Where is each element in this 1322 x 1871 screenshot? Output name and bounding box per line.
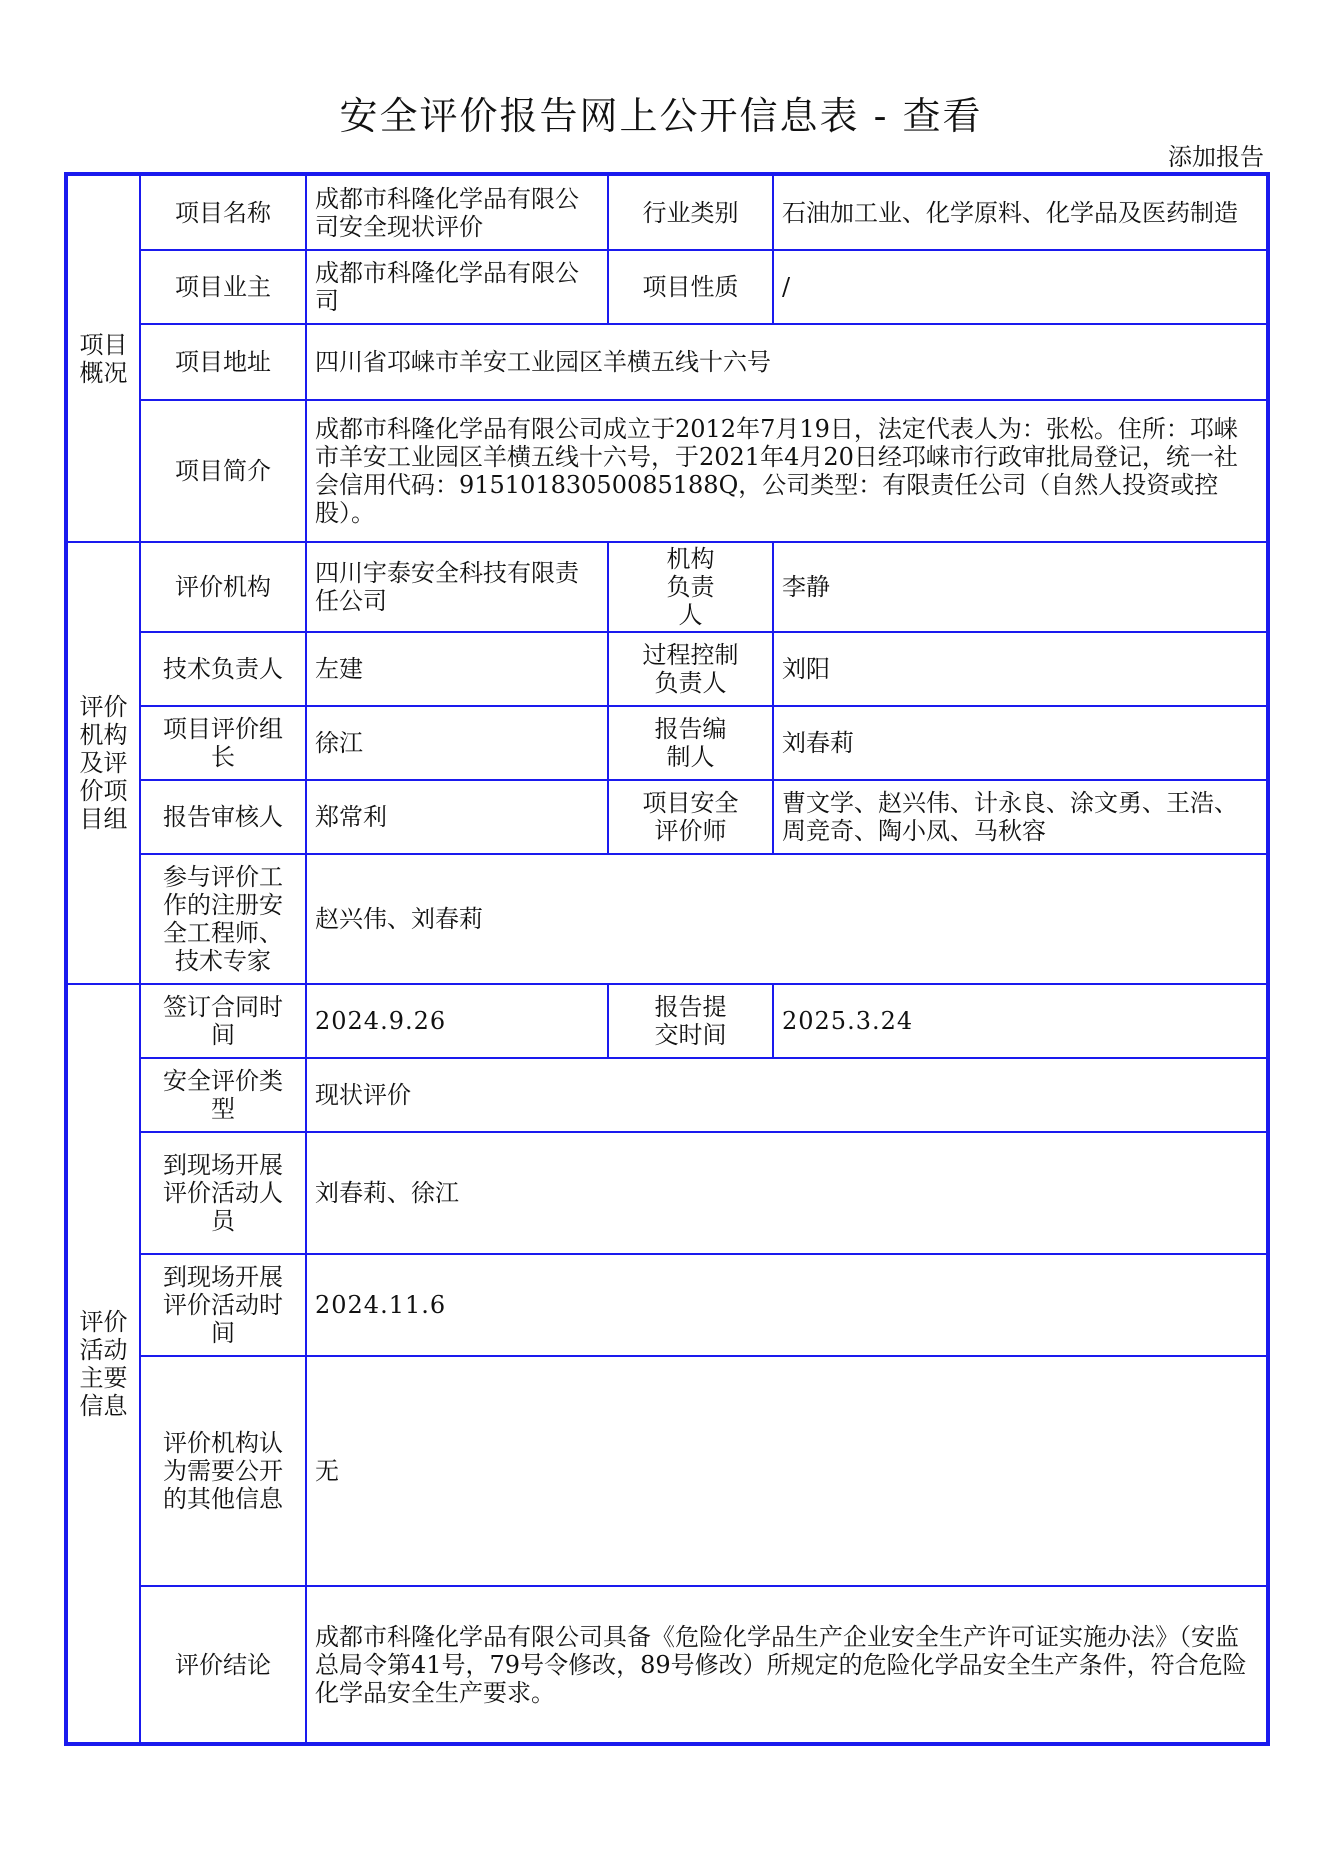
table-row [66, 706, 1268, 780]
report-author-label: 报告编制人 [608, 706, 773, 780]
table-row [66, 324, 1268, 400]
intro-value: 成都市科隆化学品有限公司成立于2012年7月19日，法定代表人为：张松。住所：邛崃市羊安工业园区羊横五线十六号，于2021年4月20日经邛崃市行政审批局登记，统一社会信用代码：91510183050085188Q，公司类型：有限责任公司（自然人投资或控股）。 [306, 400, 1268, 542]
table-row [66, 542, 1268, 632]
table-row [66, 1058, 1268, 1132]
owner-value: 成都市科隆化学品有限公司 [306, 250, 608, 324]
page-title: 安全评价报告网上公开信息表 - 查看 [339, 94, 983, 138]
evaluators-value: 曹文学、赵兴伟、计永良、涂文勇、王浩、周竞奇、陶小凤、马秋容 [773, 780, 1268, 854]
tech-head-label: 技术负责人 [140, 632, 306, 706]
info-table [64, 172, 1270, 1746]
industry-value: 石油加工业、化学原料、化学品及医药制造 [773, 174, 1268, 250]
table-row [66, 632, 1268, 706]
team-leader-label: 项目评价组长 [140, 706, 306, 780]
project-name-value: 成都市科隆化学品有限公司安全现状评价 [306, 174, 608, 250]
onsite-people-value: 刘春莉、徐江 [306, 1132, 1268, 1254]
other-info-value: 无 [306, 1356, 1268, 1586]
table-row [66, 1254, 1268, 1356]
eval-type-value: 现状评价 [306, 1058, 1268, 1132]
table-row [66, 250, 1268, 324]
contract-date-label: 签订合同时间 [140, 984, 306, 1058]
report-author-value: 刘春莉 [773, 706, 1268, 780]
conclusion-label: 评价结论 [140, 1586, 306, 1744]
industry-label: 行业类别 [608, 174, 773, 250]
add-report-link[interactable]: 添加报告 [1168, 143, 1264, 171]
agency-value: 四川宇泰安全科技有限责任公司 [306, 542, 608, 632]
owner-label: 项目业主 [140, 250, 306, 324]
table-row [66, 1356, 1268, 1586]
table-row [66, 400, 1268, 542]
nature-value: / [773, 250, 1268, 324]
eval-type-label: 安全评价类型 [140, 1058, 306, 1132]
group-activity: 评价活动主要信息 [66, 984, 140, 1744]
group-overview: 项目概况 [66, 174, 140, 542]
project-name-label: 项目名称 [140, 174, 306, 250]
table-row [66, 1132, 1268, 1254]
contract-date-value: 2024.9.26 [306, 984, 608, 1058]
table-row [66, 174, 1268, 250]
team-leader-value: 徐江 [306, 706, 608, 780]
process-head-label: 过程控制负责人 [608, 632, 773, 706]
onsite-date-value: 2024.11.6 [306, 1254, 1268, 1356]
address-label: 项目地址 [140, 324, 306, 400]
tech-head-value: 左建 [306, 632, 608, 706]
reviewer-value: 郑常利 [306, 780, 608, 854]
conclusion-value: 成都市科隆化学品有限公司具备《危险化学品生产企业安全生产许可证实施办法》（安监总局令第41号，79号令修改，89号修改）所规定的危险化学品安全生产条件，符合危险化学品安全生产要求。 [306, 1586, 1268, 1744]
agency-label: 评价机构 [140, 542, 306, 632]
onsite-date-label: 到现场开展评价活动时间 [140, 1254, 306, 1356]
table-row [66, 984, 1268, 1058]
agency-head-label: 机构负责人 [608, 542, 773, 632]
reviewer-label: 报告审核人 [140, 780, 306, 854]
other-info-label: 评价机构认为需要公开的其他信息 [140, 1356, 306, 1586]
onsite-people-label: 到现场开展评价活动人员 [140, 1132, 306, 1254]
nature-label: 项目性质 [608, 250, 773, 324]
address-value: 四川省邛崃市羊安工业园区羊横五线十六号 [306, 324, 1268, 400]
submit-date-label: 报告提交时间 [608, 984, 773, 1058]
submit-date-value: 2025.3.24 [773, 984, 1268, 1058]
table-row [66, 854, 1268, 984]
evaluators-label: 项目安全评价师 [608, 780, 773, 854]
table-row [66, 780, 1268, 854]
intro-label: 项目简介 [140, 400, 306, 542]
process-head-value: 刘阳 [773, 632, 1268, 706]
table-row [66, 1586, 1268, 1744]
experts-label: 参与评价工作的注册安全工程师、技术专家 [140, 854, 306, 984]
experts-value: 赵兴伟、刘春莉 [306, 854, 1268, 984]
group-org: 评价机构及评价项目组 [66, 542, 140, 984]
agency-head-value: 李静 [773, 542, 1268, 632]
